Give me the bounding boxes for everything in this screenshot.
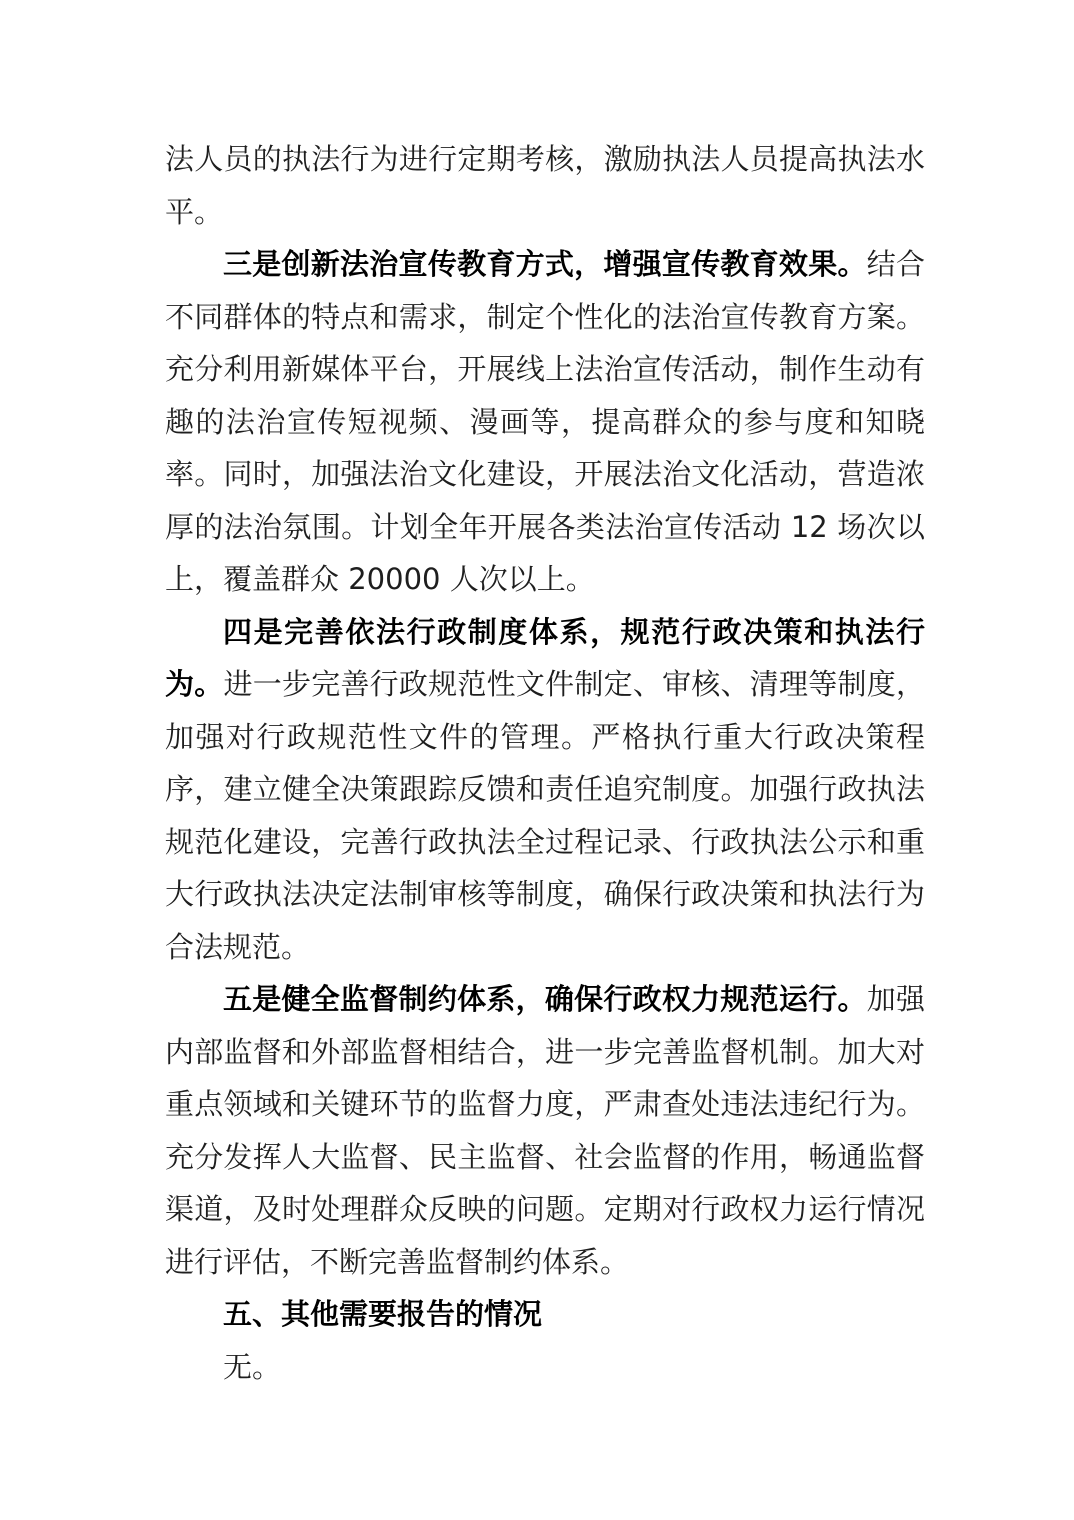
paragraph-text: 结合不同群体的特点和需求，制定个性化的法治宣传教育方案。充分利用新媒体平台，开展线上法治宣传活动，制作生动有趣的法治宣传短视频、漫画等，提高群众的参与度和知晓率。同时，加强法治文化建设，开展法治文化活动，营造浓厚的法治氛围。计划全年开展各类法治宣传活动 12 场次以上，覆盖群众 20000 人次以上。 — [165, 247, 925, 596]
paragraph-administrative-system — [165, 606, 925, 974]
paragraph-lead: 三是创新法治宣传教育方式，增强宣传教育效果。 — [223, 247, 867, 281]
paragraph-continuation — [165, 133, 925, 238]
paragraph-lead: 五是健全监督制约体系，确保行政权力规范运行。 — [223, 982, 867, 1016]
section-content: 无。 — [223, 1349, 282, 1384]
section-heading: 五、其他需要报告的情况 — [223, 1297, 543, 1331]
document-body — [165, 133, 925, 1393]
paragraph-legal-education — [165, 238, 925, 606]
paragraph-lead: 四是完善依法行政制度体系，规范行政决策和执法行为。 — [165, 614, 925, 701]
paragraph-text: 加强内部监督和外部监督相结合，进一步完善监督机制。加大对重点领域和关键环节的监督力度，严肃查处违法违纪行为。充分发挥人大监督、民主监督、社会监督的作用，畅通监督渠道，及时处理群众反映的问题。定期对行政权力运行情况进行评估，不断完善监督制约体系。 — [165, 982, 925, 1279]
paragraph-text: 进一步完善行政规范性文件制定、审核、清理等制度，加强对行政规范性文件的管理。严格执行重大行政决策程序，建立健全决策跟踪反馈和责任追究制度。加强行政执法规范化建设，完善行政执法全过程记录、行政执法公示和重大行政执法决定法制审核等制度，确保行政决策和执法行为合法规范。 — [165, 667, 925, 964]
paragraph-text: 法人员的执法行为进行定期考核，激励执法人员提高执法水平。 — [165, 142, 925, 229]
paragraph-supervision-system — [165, 973, 925, 1288]
